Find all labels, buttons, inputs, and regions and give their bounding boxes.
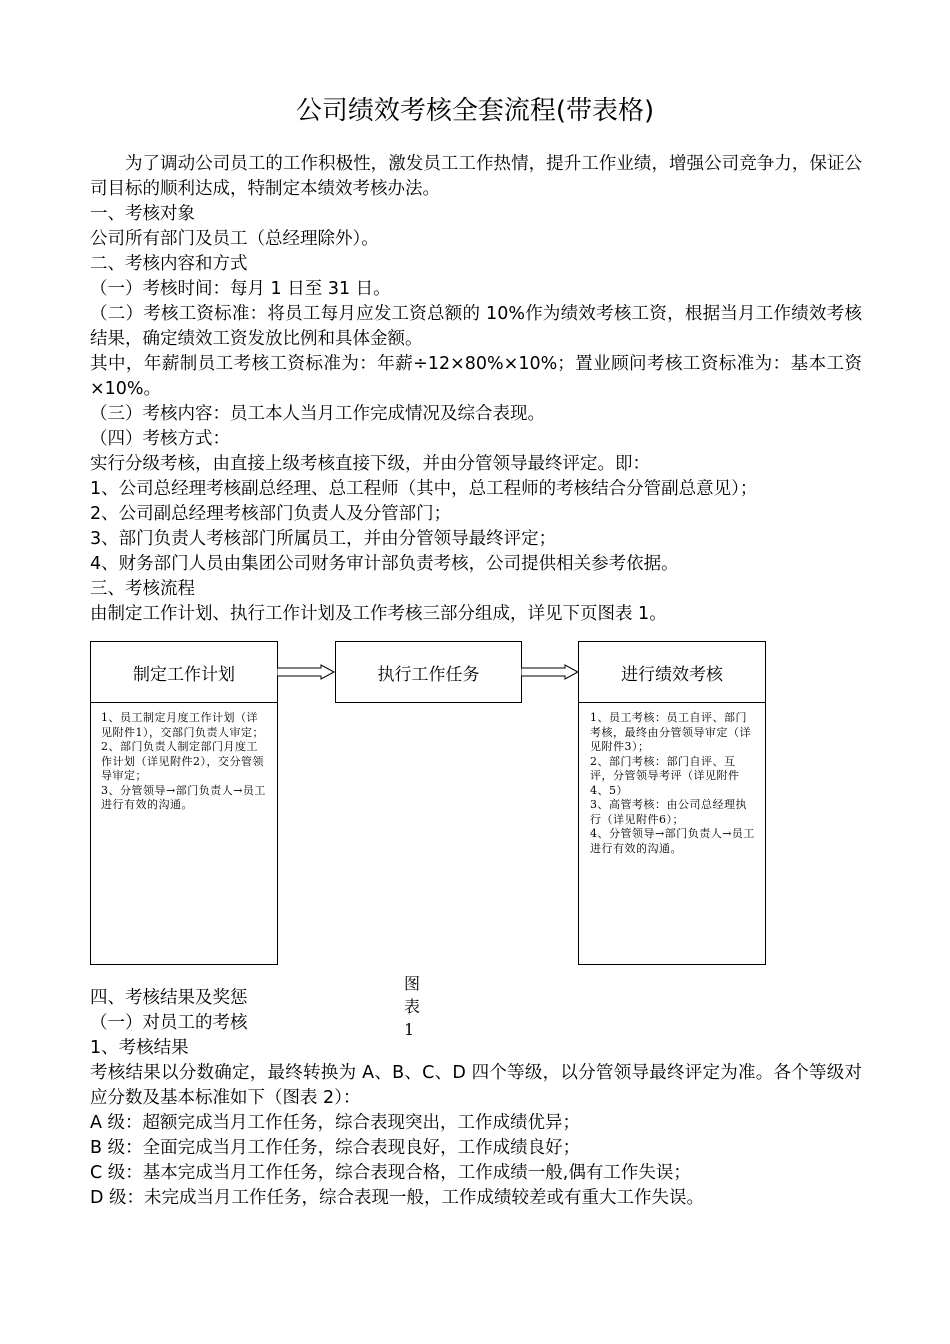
caption-number: 1 — [404, 1020, 421, 1039]
main-text-top — [90, 152, 862, 627]
step3-description — [590, 711, 758, 856]
step1-item: 1、员工制定月度工作计划（详见附件1），交部门负责人审定； — [101, 711, 264, 739]
section-1-text: 公司所有部门及员工（总经理除外）。 — [90, 229, 379, 249]
section-4-subheading-2: 1、考核结果 — [90, 1038, 189, 1058]
step3-item: 3、高管考核：由公司总经理执行（详见附件6）； — [590, 798, 747, 826]
section-4-text: 考核结果以分数确定，最终转换为 A、B、C、D 四个等级，以分管领导最终评定为准。各个等级对应分数及基本标准如下（图表 2）： — [90, 1063, 862, 1108]
double-arrow-icon — [277, 664, 337, 680]
section-3-text: 由制定工作计划、执行工作计划及工作考核三部分组成，详见下页图表 1。 — [90, 604, 667, 624]
step1-header: 制定工作计划 — [90, 641, 278, 703]
method-item-1: 1、公司总经理考核副总经理、总工程师（其中，总工程师的考核结合分管副总意见）； — [90, 479, 758, 499]
grade-a: A 级：超额完成当月工作任务，综合表现突出，工作成绩优异； — [90, 1113, 581, 1133]
step3-item: 1、员工考核：员工自评、部门考核，最终由分管领导审定（详见附件3）； — [590, 711, 751, 753]
step1-description — [101, 711, 269, 813]
assessment-time: （一）考核时间：每月 1 日至 31 日。 — [90, 279, 391, 299]
method-item-4: 4、财务部门人员由集团公司财务审计部负责考核，公司提供相关参考依据。 — [90, 554, 679, 574]
section-4-subheading-1: （一）对员工的考核 — [90, 1013, 248, 1033]
method-item-2: 2、公司副总经理考核部门负责人及分管部门； — [90, 504, 452, 524]
grade-c: C 级：基本完成当月工作任务，综合表现合格，工作成绩一般,偶有工作失误； — [90, 1163, 691, 1183]
grade-b: B 级：全面完成当月工作任务，综合表现良好，工作成绩良好； — [90, 1138, 581, 1158]
step1-item: 3、分管领导→部门负责人→员工进行有效的沟通。 — [101, 783, 266, 811]
caption-label: 图 表 — [404, 974, 427, 1016]
salary-formula: 其中，年薪制员工考核工资标准为：年薪÷12×80%×10%；置业顾问考核工资标准为：基本工资×10%。 — [90, 354, 862, 399]
step3-header: 进行绩效考核 — [578, 641, 766, 703]
section-4-heading: 四、考核结果及奖惩 — [90, 988, 248, 1008]
step2-header: 执行工作任务 — [335, 641, 522, 703]
intro-paragraph: 为了调动公司员工的工作积极性，激发员工工作热情，提升工作业绩，增强公司竞争力，保证公司目标的顺利达成，特制定本绩效考核办法。 — [90, 154, 862, 199]
step1-item: 2、部门负责人制定部门月度工作计划（详见附件2），交分管领导审定； — [101, 740, 264, 782]
section-3-heading: 三、考核流程 — [90, 579, 195, 599]
main-text-bottom — [90, 986, 862, 1211]
step3-item: 2、部门考核：部门自评、互评，分管领导考评（详见附件4、5） — [590, 754, 740, 797]
section-1-heading: 一、考核对象 — [90, 204, 195, 224]
section-2-heading: 二、考核内容和方式 — [90, 254, 248, 274]
step3-item: 4、分管领导→部门负责人→员工进行有效的沟通。 — [590, 827, 755, 855]
method-description: 实行分级考核，由直接上级考核直接下级，并由分管领导最终评定。即： — [90, 454, 650, 474]
assessment-method: （四）考核方式： — [90, 429, 230, 449]
grade-d: D 级：未完成当月工作任务，综合表现一般，工作成绩较差或有重大工作失误。 — [90, 1188, 705, 1208]
assessment-content: （三）考核内容：员工本人当月工作完成情况及综合表现。 — [90, 404, 545, 424]
salary-standard: （二）考核工资标准：将员工每月应发工资总额的 10%作为绩效考核工资，根据当月工作绩效考核结果，确定绩效工资发放比例和具体金额。 — [90, 304, 862, 349]
page-title: 公司绩效考核全套流程(带表格) — [295, 96, 655, 126]
method-item-3: 3、部门负责人考核部门所属员工，并由分管领导最终评定； — [90, 529, 557, 549]
double-arrow-icon — [521, 664, 581, 680]
